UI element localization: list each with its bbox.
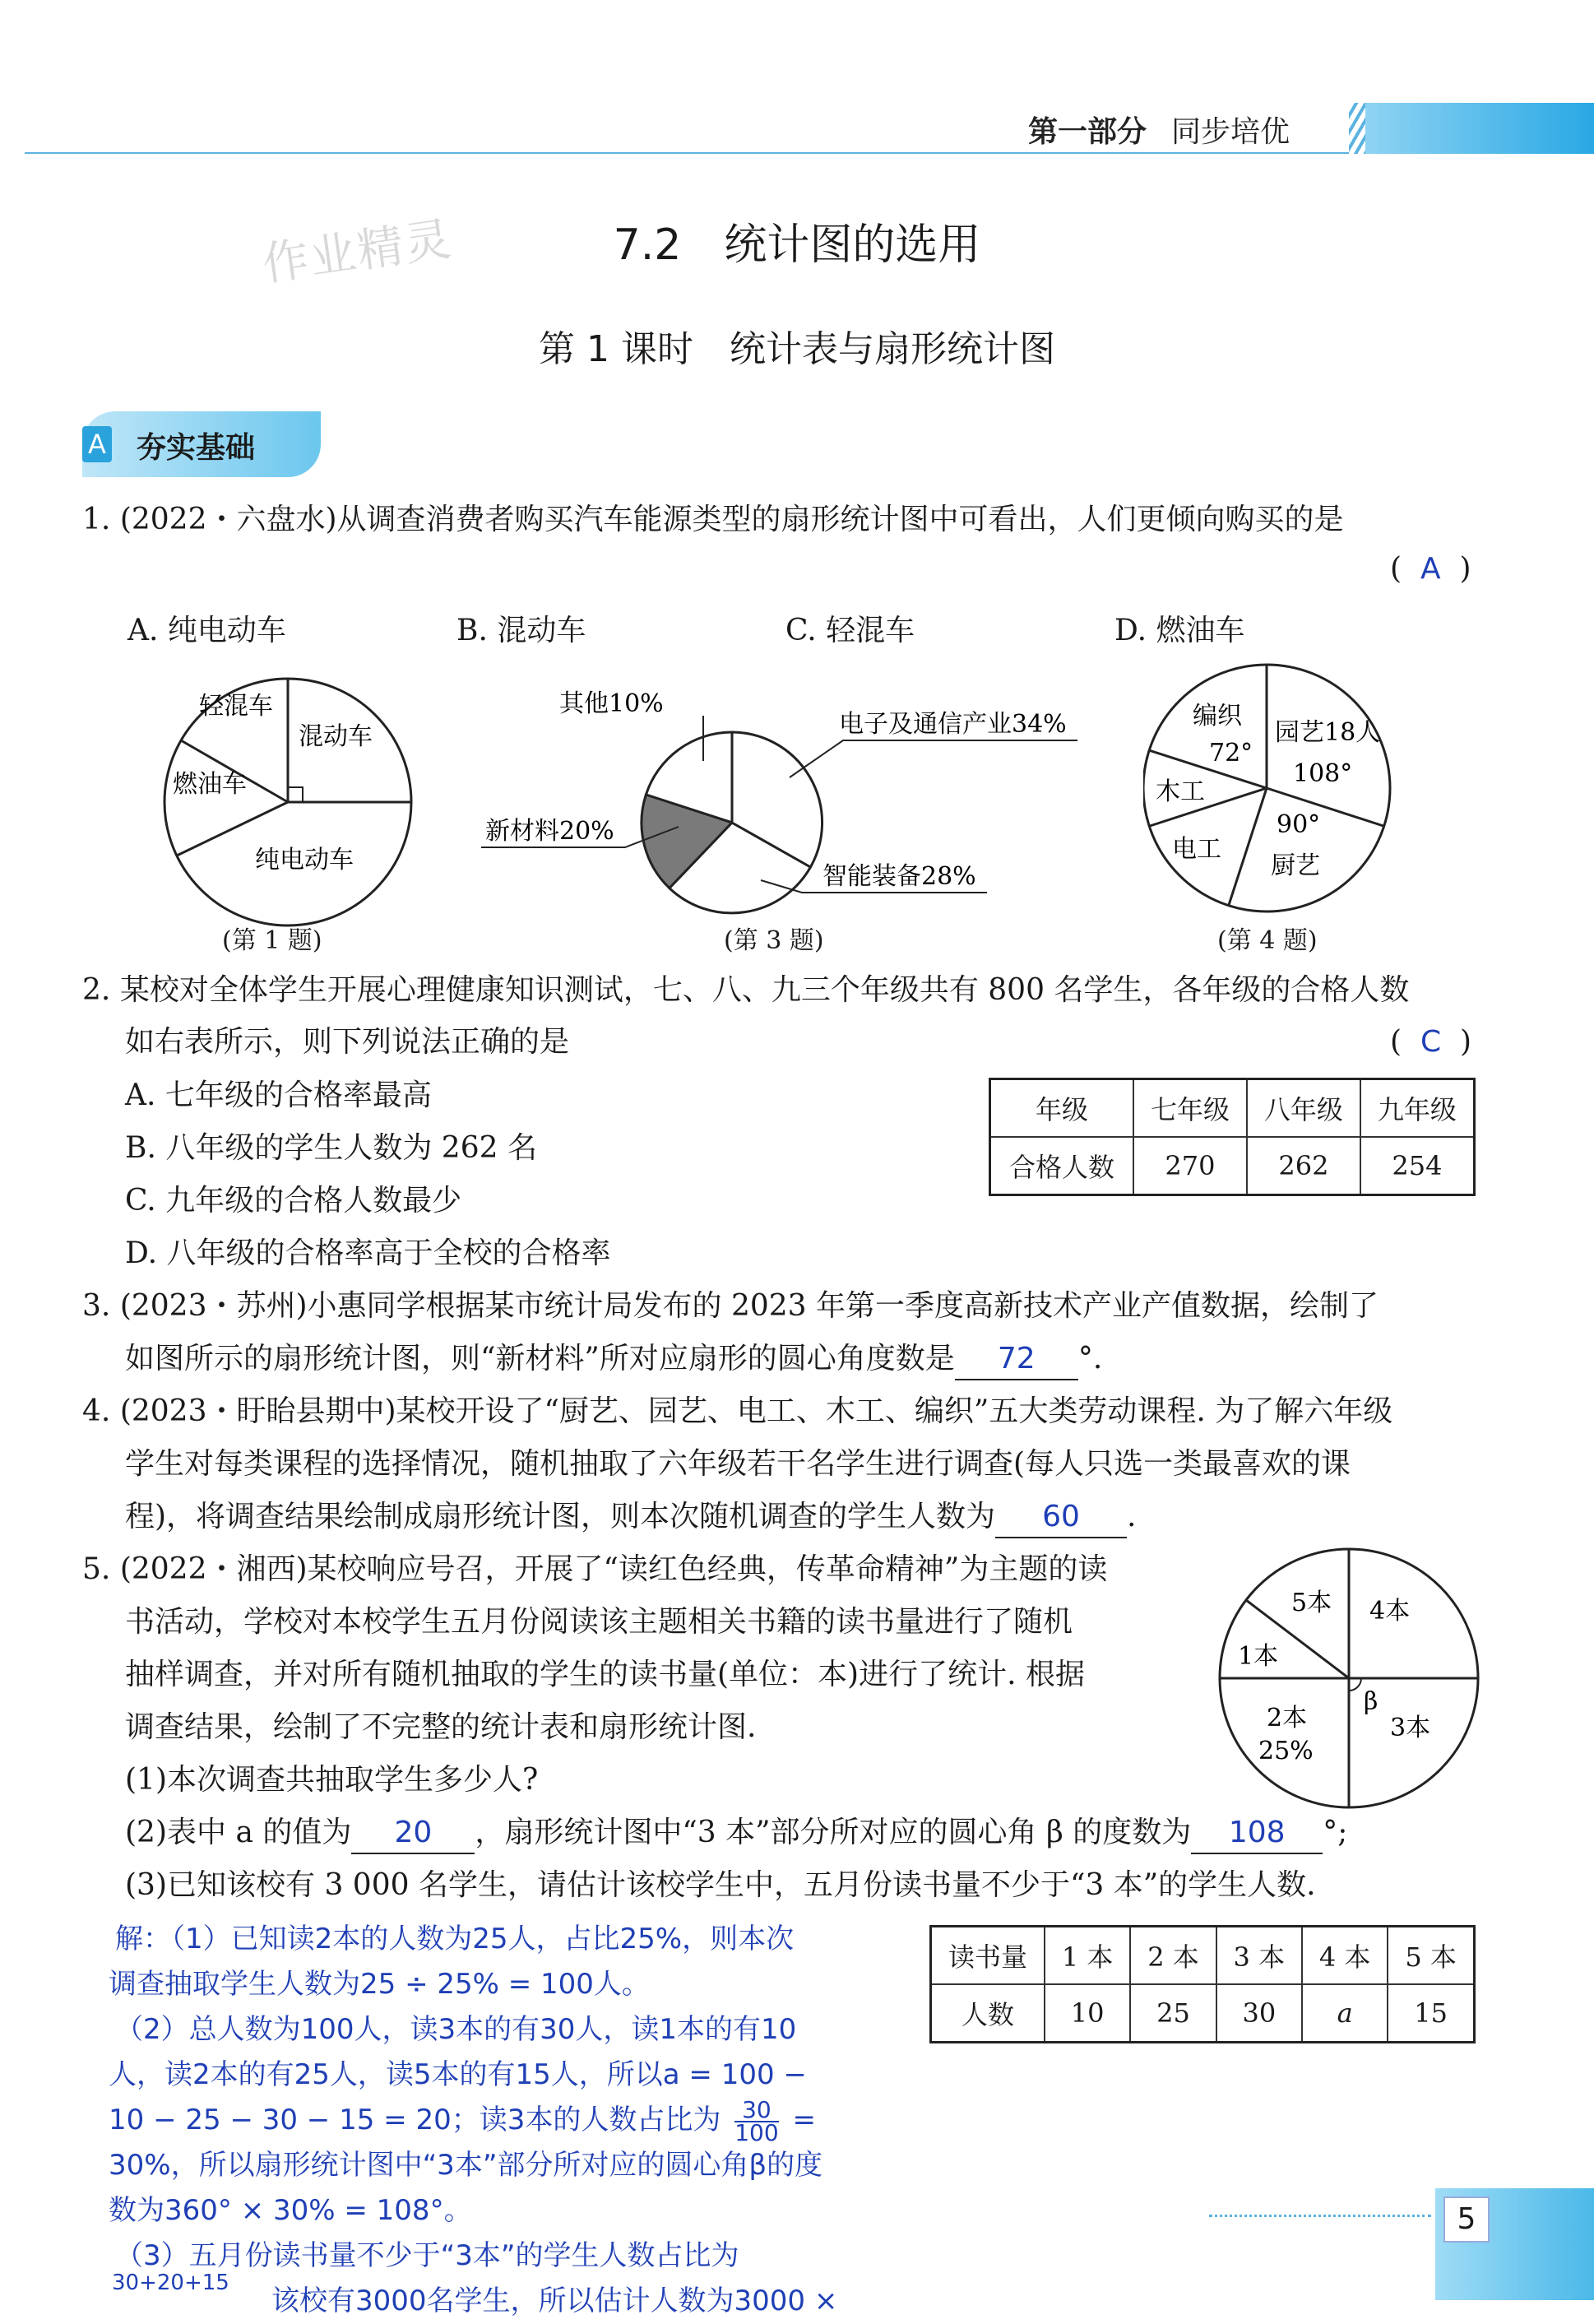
- pie3-caption: (第 3 题): [724, 926, 824, 955]
- q2-line1: [82, 964, 1530, 1017]
- watermark: 作业精灵: [259, 212, 456, 292]
- header-band: [1365, 103, 1594, 154]
- page-title: 7.2 统计图的选用: [613, 220, 981, 270]
- q5-td-2: 25: [1130, 1984, 1216, 2043]
- q5-td-4: a: [1302, 1984, 1388, 2043]
- q5-sub2-text-2: ，扇形统计图中“3 本”部分所对应的圆心角 β 的度数为: [475, 1816, 1192, 1849]
- solution-line-9: 30+20+15: [112, 2271, 229, 2295]
- q2-table: [989, 1078, 1476, 1196]
- q5-th-3: 3 本: [1216, 1927, 1302, 1985]
- q5-num: 5.: [82, 1552, 111, 1586]
- q2-stem-1: 某校对全体学生开展心理健康知识测试，七、八、九三个年级共有 800 名学生，各年级的合格人数: [119, 973, 1410, 1007]
- q4-answer: 60: [995, 1497, 1127, 1538]
- q2-th-g9: 九年级: [1360, 1079, 1475, 1138]
- solution-line-7: 数为360° × 30% = 108°。: [109, 2194, 472, 2227]
- q4-line1: [82, 1385, 1530, 1438]
- solution-line-3: （2）总人数为100人，读3本的有30人，读1本的有10: [115, 2013, 797, 2046]
- q1-answer-bracket: ( A ): [1390, 552, 1471, 586]
- q2-option-c: C. 九年级的合格人数最少: [125, 1184, 462, 1218]
- q5-td-0: 人数: [931, 1984, 1045, 2043]
- q2-num: 2.: [82, 973, 111, 1007]
- q2-option-d: D. 八年级的合格率高于全校的合格率: [125, 1236, 611, 1270]
- pie1-caption: (第 1 题): [222, 926, 322, 955]
- solution-fraction-num: 30: [734, 2099, 778, 2122]
- q3-answer: 72: [955, 1339, 1078, 1380]
- q2-th-g8: 八年级: [1247, 1079, 1360, 1138]
- q3-num: 3.: [82, 1289, 111, 1323]
- q4-stem-3: 程)，将调查结果绘制成扇形统计图，则本次随机调查的学生人数为: [125, 1500, 996, 1533]
- q2-td-label: 合格人数: [990, 1137, 1134, 1195]
- q1-src: (2022・六盘水): [119, 503, 337, 536]
- pie1-label-electric: 纯电动车: [255, 846, 354, 874]
- q4-stem-2: 学生对每类课程的选择情况，随机抽取了六年级若干名学生进行调查(每人只选一类最喜欢的课: [125, 1447, 1351, 1481]
- q5-th-0: 读书量: [931, 1927, 1045, 1985]
- q5-pie-chart: [1217, 1514, 1489, 1818]
- q5-table: [929, 1925, 1476, 2043]
- q2-th-grade: 年级: [990, 1079, 1134, 1138]
- pie3-label-electronics: 电子及通信产业34%: [839, 710, 1067, 739]
- pie3-label-other: 其他10%: [559, 689, 664, 718]
- q1-option-b: B. 混动车: [456, 614, 586, 647]
- page-number: 5: [1443, 2196, 1490, 2243]
- q5-table-header: [931, 1927, 1475, 1985]
- solution-line-10: 该校有3000名学生，所以估计人数为3000 ×: [271, 2285, 838, 2317]
- solution-fraction-den: 100: [734, 2118, 779, 2146]
- q2-table-row: [990, 1137, 1475, 1195]
- q4-stem-1: (2023・盱眙县期中)某校开设了“厨艺、园艺、电工、木工、编织”五大类劳动课程. 为了解六年级: [119, 1394, 1393, 1428]
- pie4-label-gardening: 园艺18人: [1275, 718, 1381, 747]
- pie5-label-5: 5本: [1291, 1589, 1332, 1617]
- q5-line1: [82, 1543, 1107, 1596]
- pie4-label-electrician: 电工: [1172, 835, 1221, 864]
- q2-answer: C: [1420, 1025, 1442, 1059]
- pie5-label-3: 3本: [1390, 1714, 1431, 1742]
- lesson-title: 第 1 课时 统计表与扇形统计图: [539, 328, 1055, 370]
- q3-pie-chart: [469, 683, 1110, 921]
- q5-stem-1: (2022・湘西)某校响应号召，开展了“读红色经典，传革命精神”为主题的读: [119, 1552, 1108, 1586]
- q2-th-g7: 七年级: [1133, 1079, 1247, 1138]
- q5-th-1: 1 本: [1045, 1927, 1130, 1985]
- q2-answer-bracket: ( C ): [1390, 1025, 1472, 1059]
- pie5-label-4: 4本: [1369, 1597, 1411, 1626]
- q5-td-3: 30: [1216, 1984, 1302, 2043]
- q3-line1: [82, 1280, 1530, 1333]
- q5-td-1: 10: [1045, 1984, 1130, 2043]
- q4-line3: [125, 1491, 1137, 1543]
- pie1-label-fuel: 燃油车: [173, 770, 247, 799]
- pie3-label-smart-equipment: 智能装备28%: [822, 862, 976, 891]
- pie4-label-woodwork: 木工: [1156, 777, 1205, 806]
- q5-table-row: [931, 1984, 1475, 2043]
- section-a-banner: [82, 411, 321, 477]
- section-a-badge: A: [82, 426, 112, 462]
- pie4-angle-108: 108°: [1293, 759, 1353, 788]
- solution-line-8: （3）五月份读书量不少于“3本”的学生人数占比为: [115, 2239, 739, 2272]
- pie4-label-cooking: 厨艺: [1271, 851, 1320, 880]
- q5-sub2-text-3: °;: [1323, 1816, 1348, 1849]
- q5-td-5: 15: [1388, 1984, 1474, 2043]
- section-a-label: 夯实基础: [137, 431, 256, 465]
- solution-line-2: 调查抽取学生人数为25 ÷ 25% = 100人。: [109, 1968, 650, 2001]
- pie4-label-weaving: 编织: [1193, 702, 1242, 731]
- q1-pie-chart: [148, 675, 428, 938]
- solution-fraction: [734, 2095, 779, 2146]
- q3-stem-3: °.: [1077, 1342, 1103, 1375]
- q2-option-b: B. 八年级的学生人数为 262 名: [125, 1131, 537, 1165]
- pie4-angle-90: 90°: [1277, 810, 1321, 839]
- header-part: 第一部分: [1028, 115, 1147, 149]
- q1-answer: A: [1420, 552, 1441, 586]
- header-text: [1028, 109, 1290, 151]
- q5-th-4: 4 本: [1302, 1927, 1388, 1985]
- q5-answer-a: 20: [351, 1813, 475, 1854]
- solution-line-4: 人，读2本的有25人，读5本的有15人，所以a = 100 −: [109, 2058, 807, 2091]
- q5-sub2: [125, 1807, 1347, 1859]
- q5-stem-4: 调查结果，绘制了不完整的统计表和扇形统计图.: [125, 1710, 757, 1744]
- q5-stem-3: 抽样调查，并对所有随机抽取的学生的读书量(单位：本)进行了统计. 根据: [125, 1658, 1085, 1691]
- q5-sub2-text-1: (2)表中 a 的值为: [125, 1816, 352, 1849]
- q2-td-g7: 270: [1133, 1137, 1247, 1195]
- q1-stem: 从调查消费者购买汽车能源类型的扇形统计图中可看出，人们更倾向购买的是: [336, 503, 1344, 536]
- pie4-caption: (第 4 题): [1217, 926, 1318, 955]
- q2-td-g9: 254: [1360, 1137, 1475, 1195]
- pie3-label-new-material: 新材料20%: [485, 817, 614, 846]
- q2-td-g8: 262: [1247, 1137, 1360, 1195]
- q1-option-c: C. 轻混车: [785, 614, 915, 647]
- q4-pie-chart: [1143, 658, 1406, 921]
- solution-line-6: 30%，所以扇形统计图中“3本”部分所对应的圆心角β的度: [109, 2149, 823, 2182]
- solution-fraction-eq: =: [792, 2104, 816, 2136]
- solution-line-5-text: 10 − 25 − 30 − 15 = 20；读3本的人数占比为: [109, 2104, 721, 2136]
- footer-dots: [1209, 2215, 1431, 2217]
- pie5-label-1: 1本: [1238, 1642, 1279, 1671]
- q2-table-header: [990, 1079, 1475, 1138]
- header-section: 同步培优: [1171, 115, 1290, 149]
- header-rule: [25, 152, 1365, 154]
- pie5-label-beta: β: [1364, 1687, 1379, 1716]
- q1-option-d: D. 燃油车: [1114, 614, 1245, 647]
- q3-stem-1: (2023・苏州)小惠同学根据某市统计局发布的 2023 年第一季度高新技术产业产值数据，绘制了: [119, 1289, 1379, 1323]
- q5-stem-2: 书活动，学校对本校学生五月份阅读该主题相关书籍的读书量进行了随机: [125, 1605, 1073, 1639]
- q3-line2: [125, 1333, 1102, 1385]
- q5-th-5: 5 本: [1388, 1927, 1474, 1985]
- q1-text: [82, 494, 1497, 546]
- q5-sub1: (1)本次调查共抽取学生多少人?: [125, 1763, 539, 1797]
- q1-num: 1.: [82, 503, 111, 536]
- q2-option-a: A. 七年级的合格率最高: [125, 1079, 432, 1112]
- pie5-label-2: 2本: [1267, 1704, 1308, 1733]
- q4-stem-4: .: [1127, 1500, 1137, 1533]
- pie1-label-hybrid: 混动车: [299, 722, 373, 751]
- q5-th-2: 2 本: [1130, 1927, 1216, 1985]
- solution-line-5: [109, 2095, 816, 2146]
- q4-num: 4.: [82, 1394, 111, 1428]
- q2-stem-2: 如右表所示，则下列说法正确的是: [125, 1025, 570, 1059]
- pie5-label-25pct: 25%: [1258, 1737, 1314, 1765]
- pie1-label-light-hybrid: 轻混车: [199, 692, 273, 721]
- pie4-angle-72: 72°: [1209, 739, 1253, 768]
- solution-line-1: 解：（1）已知读2本的人数为25人，占比25%，则本次: [115, 1923, 795, 1955]
- q5-sub3: (3)已知该校有 3 000 名学生，请估计该校学生中，五月份读书量不少于“3 本”的学生人数.: [125, 1868, 1316, 1902]
- q5-answer-beta: 108: [1191, 1813, 1323, 1854]
- q3-stem-2: 如图所示的扇形统计图，则“新材料”所对应扇形的圆心角度数是: [125, 1342, 955, 1375]
- q1-option-a: A. 纯电动车: [127, 614, 286, 647]
